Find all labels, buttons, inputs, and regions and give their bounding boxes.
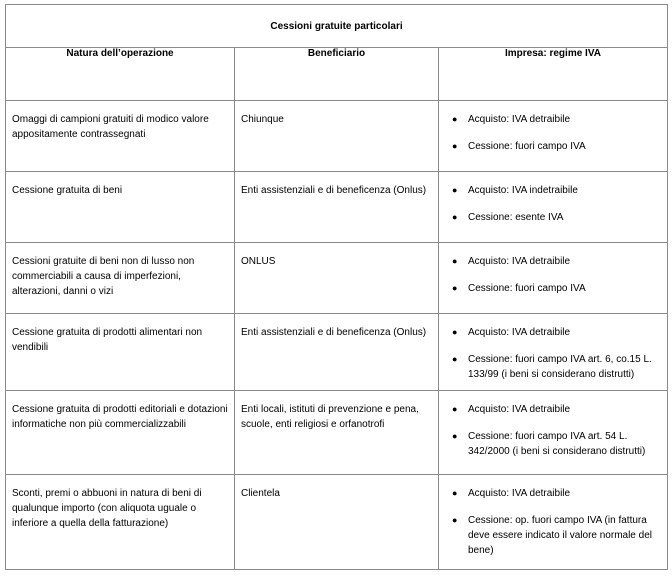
bullet-icon: ● xyxy=(452,185,458,195)
table-row xyxy=(6,172,668,243)
bullet-icon: ● xyxy=(452,515,458,525)
bullet-icon: ● xyxy=(452,212,458,222)
bullet-icon: ● xyxy=(452,354,458,364)
header-row xyxy=(6,48,668,101)
cell-beneficiario: Enti assistenziali e di beneficenza (Onlus) xyxy=(241,185,427,196)
table-row xyxy=(6,101,668,172)
header-beneficiario: Beneficiario xyxy=(235,48,439,101)
table-row xyxy=(6,391,668,475)
cell-natura: Cessione gratuita di prodotti alimentari non vendibili xyxy=(12,327,203,353)
regime-list xyxy=(439,325,667,382)
list-item: ● Cessione: esente IVA xyxy=(452,212,564,223)
table-caption: Cessioni gratuite particolari xyxy=(6,5,668,48)
list-item: ● Acquisto: IVA detraibile xyxy=(452,488,571,499)
list-item: ● Cessione: fuori campo IVA art. 54 L. 342/2000 (i beni si considerano distrutti) xyxy=(452,431,646,457)
cell-beneficiario: Chiunque xyxy=(241,114,284,125)
bullet-icon: ● xyxy=(452,431,458,441)
list-item: ● Acquisto: IVA detraibile xyxy=(452,114,571,125)
header-natura: Natura dell’operazione xyxy=(6,48,235,101)
regime-list xyxy=(439,254,667,296)
cell-natura: Sconti, premi o abbuoni in natura di beni di qualunque importo (con aliquota uguale o inferiore a quella della fatturazione) xyxy=(12,488,202,529)
bullet-icon: ● xyxy=(452,488,458,498)
list-item: ● Acquisto: IVA detraibile xyxy=(452,327,571,338)
table-row xyxy=(6,475,668,570)
cell-natura: Cessione gratuita di beni xyxy=(12,185,123,196)
cell-natura: Cessione gratuita di prodotti editoriali e dotazioni informatiche non più commercializzabili xyxy=(12,404,228,430)
list-item: ● Cessione: fuori campo IVA xyxy=(452,283,586,294)
list-item: ● Acquisto: IVA indetraibile xyxy=(452,185,578,196)
bullet-icon: ● xyxy=(452,404,458,414)
regime-list xyxy=(439,486,667,558)
header-regime: Impresa: regime IVA xyxy=(439,48,668,101)
list-item: ● Cessione: fuori campo IVA xyxy=(452,141,586,152)
cell-beneficiario: ONLUS xyxy=(241,256,276,267)
cell-natura: Cessioni gratuite di beni non di lusso non commerciabili a causa di imperfezioni, alterazioni, danni o vizi xyxy=(12,256,195,297)
regime-list xyxy=(439,402,667,459)
cell-beneficiario: Enti assistenziali e di beneficenza (Onlus) xyxy=(241,327,427,338)
vat-table xyxy=(5,4,668,570)
table-row xyxy=(6,314,668,391)
cell-beneficiario: Enti locali, istituti di prevenzione e pena, scuole, enti religiosi e orfanotrofi xyxy=(241,404,419,430)
bullet-icon: ● xyxy=(452,141,458,151)
list-item: ● Acquisto: IVA detraibile xyxy=(452,404,571,415)
bullet-icon: ● xyxy=(452,327,458,337)
list-item: ● Cessione: op. fuori campo IVA (in fattura deve essere indicato il valore normale del bene) xyxy=(452,515,652,556)
cell-natura: Omaggi di campioni gratuiti di modico valore appositamente contrassegnati xyxy=(12,114,209,140)
list-item: ● Cessione: fuori campo IVA art. 6, co.15 L. 133/99 (i beni si considerano distrutti) xyxy=(452,354,652,380)
cell-beneficiario: Clientela xyxy=(241,488,280,499)
bullet-icon: ● xyxy=(452,114,458,124)
regime-list xyxy=(439,183,667,225)
list-item: ● Acquisto: IVA detraibile xyxy=(452,256,571,267)
bullet-icon: ● xyxy=(452,283,458,293)
bullet-icon: ● xyxy=(452,256,458,266)
regime-list xyxy=(439,112,667,154)
table-row xyxy=(6,243,668,314)
